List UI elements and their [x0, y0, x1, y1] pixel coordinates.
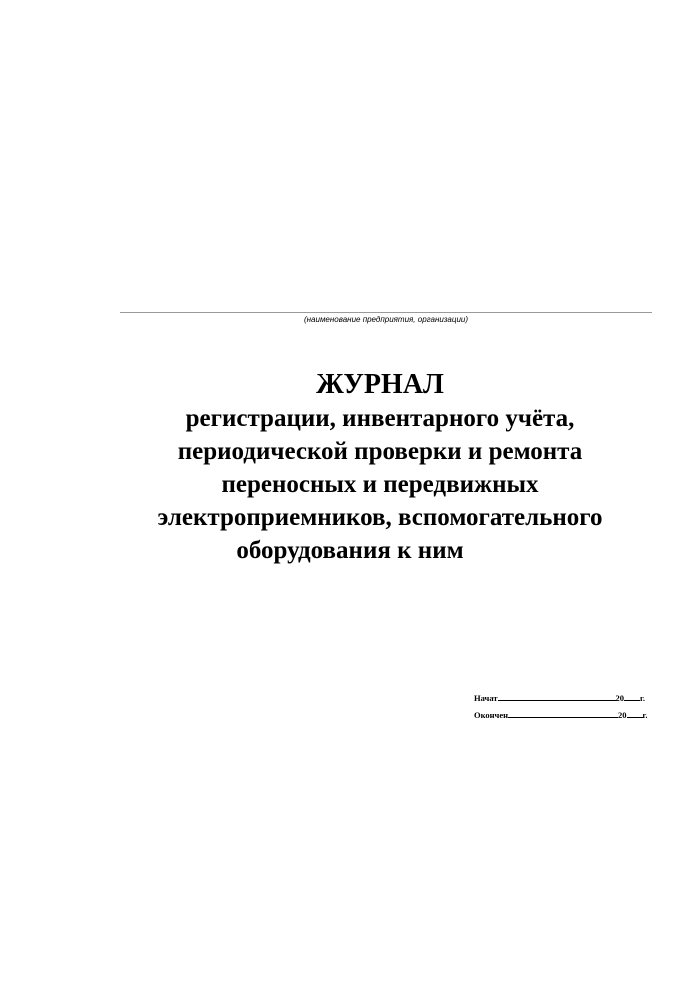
organization-name-line	[120, 312, 652, 313]
date-ended-label: Окончен	[474, 710, 509, 720]
date-ended-year-prefix: 20	[618, 710, 627, 720]
title-main: ЖУРНАЛ	[316, 369, 444, 400]
title-line-3: переносных и передвижных	[221, 471, 539, 498]
date-started-blank	[498, 692, 616, 701]
organization-caption: (наименование предприятия, организации)	[303, 315, 469, 324]
journal-dates	[474, 690, 664, 724]
date-ended-year-suffix: г.	[642, 710, 648, 720]
title-line-1: регистрации, инвентарного учёта,	[185, 405, 575, 432]
date-started-row	[474, 690, 664, 707]
title-line-5: оборудования к ним	[236, 537, 464, 564]
date-started-label: Начат	[474, 693, 498, 703]
journal-title	[90, 368, 670, 567]
date-started-year-suffix: г.	[640, 693, 646, 703]
title-line-4: электроприемников, вспомогательного	[157, 504, 603, 531]
date-ended-blank	[508, 709, 618, 718]
date-ended-year-blank	[627, 709, 643, 718]
title-line-2: периодической проверки и ремонта	[177, 438, 583, 465]
date-started-year-prefix: 20	[615, 693, 625, 703]
date-started-year-blank	[624, 692, 640, 701]
date-ended-row	[474, 707, 664, 724]
